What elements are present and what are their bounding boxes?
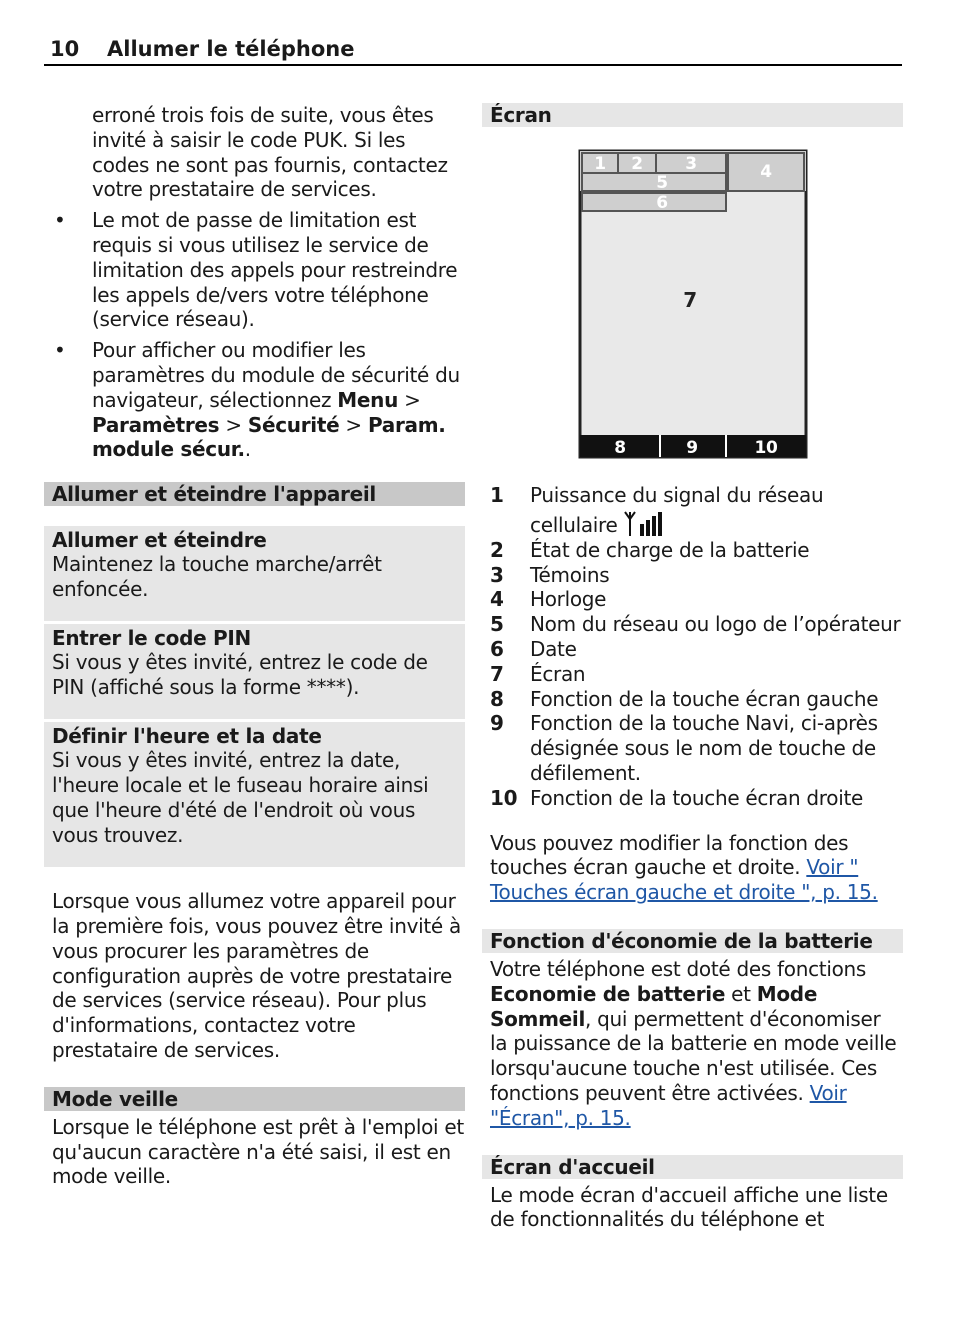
- step-title: Définir l'heure et la date: [52, 724, 322, 749]
- step-heure: [52, 722, 457, 867]
- first-use-paragraph: Lorsque vous allumez votre appareil pour la première fois, vous pouvez être invité à vous procurer les paramètres de configuration auprès de votre prestataire de services (service réseau). Pour plus d'informations, contactez votre prestataire de services.: [52, 889, 461, 1062]
- figure-label-6: 6: [655, 193, 668, 213]
- legend-row: [482, 538, 903, 563]
- battery-paragraph: [482, 957, 903, 1131]
- menu-path-separator: >: [339, 412, 368, 437]
- feature-economie-batterie: Economie de batterie: [490, 981, 726, 1006]
- menu-path-parametres: Paramètres: [92, 412, 220, 437]
- section-title-economie: Fonction d'économie de la batterie: [482, 929, 903, 953]
- legend-text: Écran: [530, 661, 586, 686]
- legend-number: 5: [490, 612, 504, 637]
- figure-label-2: 2: [630, 154, 643, 174]
- softkeys-paragraph: [482, 831, 903, 905]
- list-item: [44, 208, 465, 332]
- bullet-text: Le mot de passe de limitation est requis si vous utilisez le service de limitation des appels pour restreindre les appels de/vers votre téléphone (service réseau).: [92, 208, 458, 332]
- paragraph-text: et: [725, 981, 757, 1006]
- legend-number: 9: [490, 711, 504, 736]
- section-title-allumer: Allumer et éteindre l'appareil: [44, 482, 465, 506]
- intro-paragraph: erroné trois fois de suite, vous êtes invité à saisir le code PUK. Si les codes ne sont pas fournis, contactez votre prestataire de services.: [92, 103, 448, 202]
- paragraph-text: Vous pouvez modifier la fonction des touches écran gauche et droite.: [490, 830, 849, 880]
- legend-number: 10: [490, 785, 518, 810]
- menu-path-menu: Menu: [337, 387, 399, 412]
- legend-number: 4: [490, 587, 504, 612]
- legend-row: [482, 786, 903, 811]
- legend-number: 7: [490, 661, 504, 686]
- step-text: Si vous y êtes invité, entrez la date, l'heure locale et le fuseau horaire ainsi que l'heure d'été de l'endroit où vous vous trouvez.: [52, 748, 429, 847]
- figure-legend: [482, 483, 903, 811]
- figure-label-9: 9: [685, 438, 698, 458]
- legend-text: État de charge de la batterie: [530, 537, 810, 562]
- figure-label-10: 10: [753, 438, 778, 458]
- legend-row: [482, 711, 903, 785]
- legend-number: 2: [490, 537, 504, 562]
- list-item: [44, 338, 465, 462]
- legend-row: [482, 563, 903, 588]
- legend-number: 8: [490, 686, 504, 711]
- step-allumer: [52, 526, 457, 621]
- left-column: [44, 103, 465, 1189]
- legend-number: 6: [490, 636, 504, 661]
- legend-row: [482, 662, 903, 687]
- feature-mode-sommeil: Mode Sommeil: [490, 981, 818, 1031]
- figure-label-8: 8: [613, 438, 626, 458]
- legend-text: Fonction de la touche écran droite: [530, 785, 864, 810]
- figure-label-3: 3: [684, 154, 697, 174]
- figure-label-1: 1: [593, 154, 606, 174]
- legend-text-label: Puissance du signal du réseau cellulaire: [530, 483, 824, 537]
- legend-text: Nom du réseau ou logo de l’opérateur: [530, 612, 901, 637]
- bullet-text: Pour afficher ou modifier les paramètres du module de sécurité du navigateur, sélectionnez: [92, 338, 460, 412]
- legend-text: Fonction de la touche écran gauche: [530, 686, 879, 711]
- veille-paragraph: Lorsque le téléphone est prêt à l'emploi et qu'aucun caractère n'a été saisi, il est en mode veille.: [52, 1114, 464, 1189]
- step-title: Allumer et éteindre: [52, 528, 267, 553]
- bullet-marker: •: [54, 338, 66, 363]
- section-title-veille: Mode veille: [44, 1087, 465, 1111]
- figure-label-4: 4: [759, 162, 772, 182]
- menu-path-param-module: Param. module sécur.: [92, 412, 446, 462]
- section-title-accueil: Écran d'accueil: [482, 1155, 903, 1179]
- legend-number: 1: [490, 483, 504, 507]
- figure-label-7: 7: [682, 288, 697, 312]
- legend-text: Date: [530, 636, 577, 661]
- menu-path-securite: Sécurité: [247, 412, 340, 437]
- steps-box: [44, 526, 465, 867]
- legend-row: [482, 687, 903, 712]
- step-text: Si vous y êtes invité, entrez le code de PIN (affiché sous la forme ****).: [52, 650, 428, 699]
- screen-layout-figure: [578, 149, 808, 459]
- figure-label-5: 5: [655, 173, 668, 193]
- menu-path-separator: >: [398, 387, 421, 412]
- legend-text: Fonction de la touche Navi, ci-après désignée sous le nom de touche de défilement.: [530, 711, 878, 785]
- area-5: [582, 173, 726, 191]
- page-header: [44, 34, 902, 66]
- section-title-ecran: Écran: [482, 103, 903, 127]
- bullet-marker: •: [54, 208, 66, 233]
- legend-text: Témoins: [530, 562, 610, 587]
- step-title: Entrer le code PIN: [52, 626, 251, 651]
- signal-bars-icon: [624, 508, 668, 538]
- step-text: Maintenez la touche marche/arrêt enfoncée.: [52, 552, 382, 601]
- page-number: 10: [50, 37, 80, 61]
- phone-screen-diagram: [578, 149, 808, 459]
- link-ecran[interactable]: Voir "Écran", p. 15.: [490, 1080, 847, 1130]
- legend-row: [482, 637, 903, 662]
- legend-row: [482, 587, 903, 612]
- bullet-text-end: .: [244, 437, 251, 462]
- legend-number: 3: [490, 562, 504, 587]
- area-6: [582, 193, 726, 211]
- menu-path-separator: >: [219, 412, 248, 437]
- link-touches-ecran[interactable]: Voir " Touches écran gauche et droite ", p. 15.: [490, 855, 878, 905]
- legend-row: [482, 483, 903, 538]
- bullet-list: [44, 208, 465, 462]
- accueil-paragraph: Le mode écran d'accueil affiche une liste de fonctionnalités du téléphone et: [490, 1182, 888, 1232]
- legend-row: [482, 612, 903, 637]
- right-column: [482, 103, 903, 1232]
- paragraph-text: , qui permettent d'économiser la puissance de la batterie en mode veille lorsqu'aucune touche n'est utilisée. Ces fonctions peuvent être activées.: [490, 1006, 897, 1105]
- paragraph-text: Votre téléphone est doté des fonctions: [490, 956, 867, 981]
- page-title: Allumer le téléphone: [107, 37, 355, 61]
- step-pin: [52, 624, 457, 719]
- legend-text: Horloge: [530, 587, 607, 612]
- legend-text: [530, 483, 903, 538]
